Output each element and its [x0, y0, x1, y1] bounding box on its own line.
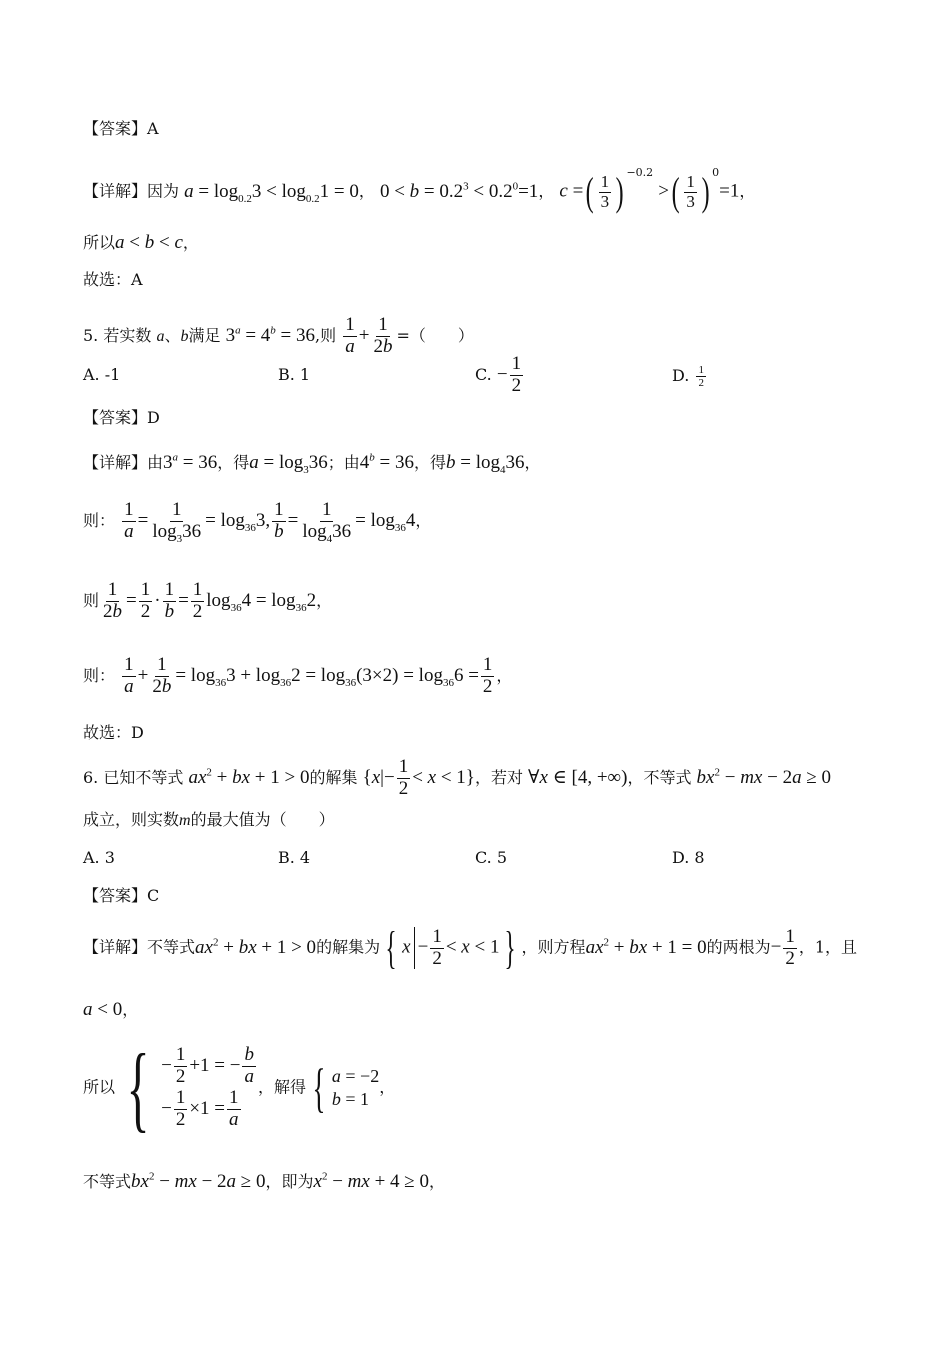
- q6-option-a: A. 3: [83, 848, 115, 867]
- answer-label: 【答案】D: [83, 408, 160, 427]
- q5-option-a: A. -1: [83, 365, 121, 384]
- detail-line: 【详解】由$3^a = 36$，得$a = \log_336$；由$4^b = 36$，得$b = \log_436$，: [83, 451, 541, 476]
- choice-line: 故选：A: [83, 270, 143, 289]
- question-6-stem-2: 成立，则实数m的最大值为（ ）: [83, 810, 335, 829]
- detail-line: 【详解】不等式$ax^2$ + bx + 1 > 0的解集为 { x − $\frac{1}{2}$ < x < 1 } ，则方程$ax^2$ + bx + 1 = 0的两根为− $\frac{1}{2}$ ，1，且: [83, 922, 858, 973]
- choice-line: 故选：D: [83, 723, 144, 742]
- detail-line: 【详解】因为 $a = \log_{0.2}3 < \log_{0.2}1 = 0$， $0 < b = 0.2^3 < 0.2^0=1$， c =( $\frac{1}{3}$ ) $^{-0.2}$ >( $\frac{1}{3}$ ) $^0$=1，: [83, 166, 756, 214]
- detail-line: 则： $\frac{1}{a}$ + $\frac{1}{2b}$ = $\log_{36}3 + \log_{36}2 = \log_{36}(3\times 2) = \log_{36}6$ = $\frac{1}{2}$ ，: [83, 654, 513, 697]
- detail-line: 所以a < b < c，: [83, 232, 199, 253]
- q5-option-c: C. − $\frac{1}{2}$: [475, 353, 522, 396]
- q5-option-d: D. $\frac{1}{2}$: [672, 364, 704, 390]
- q6-option-c: C. 5: [475, 848, 508, 867]
- question-5-stem: 5. 若实数 a、b满足 $3^a = 4^b = 36$,则 $\frac{1}{a}$ + $\frac{1}{2b}$ =（ ）: [83, 314, 474, 357]
- detail-line: 则： $\frac{1}{a}$ = $\frac{1}{\log_336}$ = $\log_{36}3$, $\frac{1}{b}$ = $\frac{1}{\log_436}$ = $\log_{36}4$，: [83, 499, 432, 545]
- q5-option-b: B. 1: [278, 365, 311, 384]
- answer-label: 【答案】C: [83, 886, 160, 905]
- detail-line: 则 $\frac{1}{2b}$ = $\frac{1}{2}$ · $\frac{1}{b}$ = $\frac{1}{2}$ $\log_{36}4 = \log_{36}2$，: [83, 579, 333, 622]
- q6-option-d: D. 8: [672, 848, 705, 867]
- detail-line: 不等式$bx^2$ − mx − 2a ≥ 0，即为$x^2$ − mx + 4 ≥ 0，: [83, 1170, 445, 1192]
- question-6-stem: 6. 已知不等式 $ax^2$ + bx + 1 > 0的解集 {x|− $\frac{1}{2}$ < x < 1}，若对 ∀x ∈ [4, +∞)，不等式 $bx^2$ − mx − 2a ≥ 0: [83, 756, 832, 799]
- detail-line: 所以 { − $\frac{1}{2}$ +1 = − $\frac{b}{a}$ − $\frac{1}{2}$ ×1 = $\frac{1}{a}$ ，解得 { a = −2 b = 1 ，: [83, 1034, 396, 1141]
- detail-line: a < 0，: [83, 999, 139, 1020]
- q6-option-b: B. 4: [278, 848, 311, 867]
- answer-label: 【答案】A: [83, 119, 159, 138]
- detail-label: 【详解】: [83, 181, 148, 201]
